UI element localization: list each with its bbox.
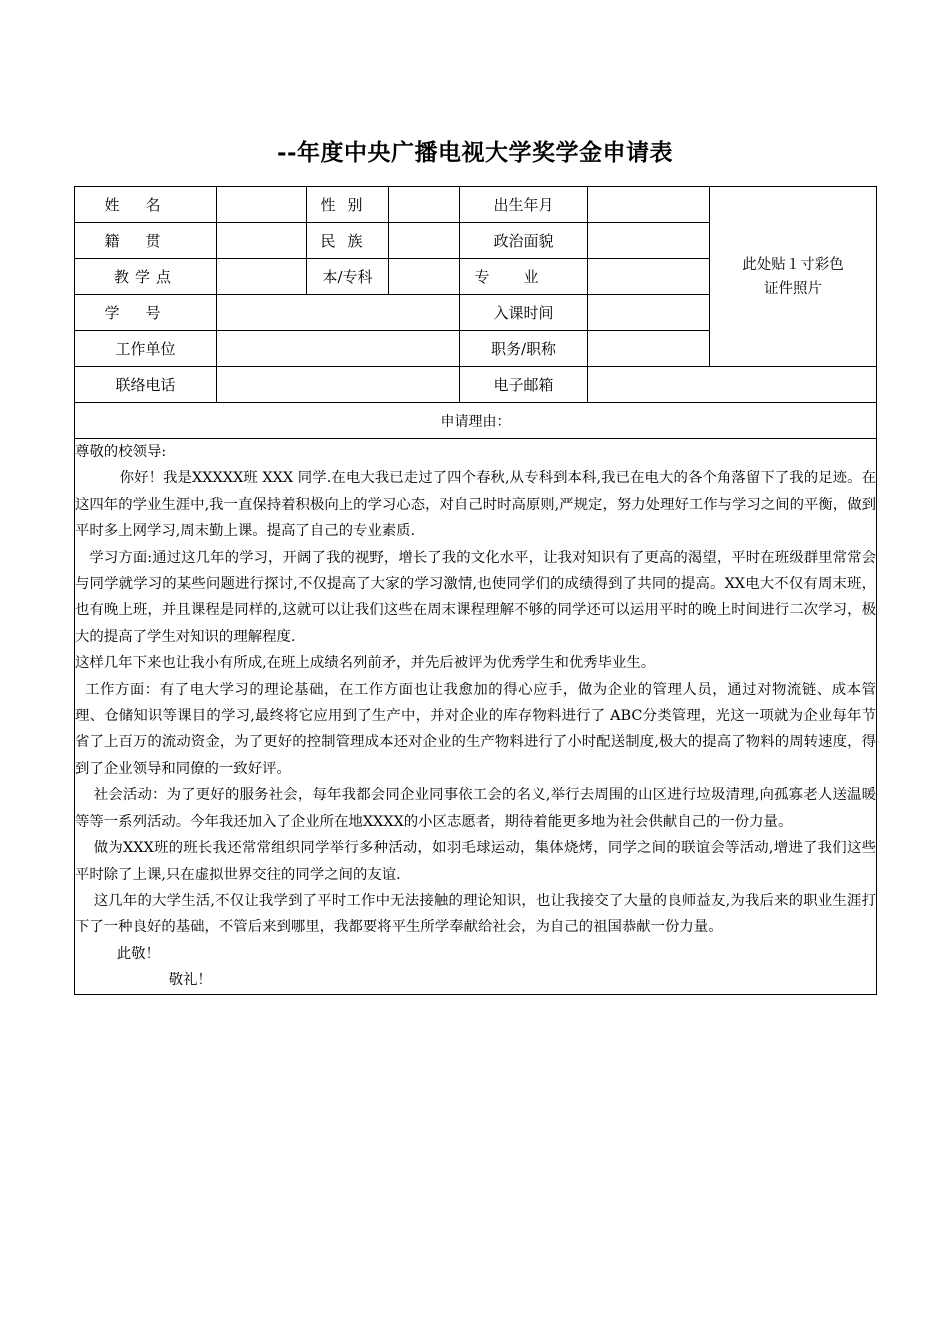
position-field[interactable]: [588, 331, 710, 367]
major-field[interactable]: [588, 259, 710, 295]
email-label: 电子邮箱: [460, 367, 588, 403]
photo-area: [710, 187, 877, 367]
letter-section: [75, 439, 877, 995]
ethnic-label: 民族: [307, 223, 389, 259]
form-title: --年度中央广播电视大学奖学金申请表: [276, 139, 674, 166]
birth-label: 出生年月: [460, 187, 588, 223]
letter-closing-2: 敬礼！: [168, 972, 212, 989]
student-id-field[interactable]: [217, 295, 460, 331]
letter-closing-1: 此敬！: [116, 945, 160, 962]
photo-hint-line2: 证件照片: [764, 280, 822, 297]
letter-paragraph: 这几年的大学生活,不仅让我学到了平时工作中无法接触的理论知识，也让我接交了大量的良师益友,为我后来的职业生涯打下了一种良好的基础，不管后来到哪里，我都要将平生所学奉献给社会，为自己的祖国恭献一份力量。: [75, 892, 876, 936]
photo-hint-line1: 此处贴１寸彩色: [742, 256, 844, 273]
enroll-label: 入课时间: [460, 295, 588, 331]
degree-field[interactable]: [389, 259, 460, 295]
political-field[interactable]: [588, 223, 710, 259]
email-field[interactable]: [588, 367, 877, 403]
phone-field[interactable]: [217, 367, 460, 403]
ethnic-field[interactable]: [389, 223, 460, 259]
origin-field[interactable]: [217, 223, 307, 259]
reason-section[interactable]: [75, 403, 877, 439]
gender-label: 性别: [307, 187, 389, 223]
letter-paragraph: 你好！我是XXXXX班 XXX 同学.在电大我已走过了四个春秋,从专科到本科,我已在电大的各个角落留下了我的足迹。在这四年的学业生涯中,我一直保持着积极向上的学习心态，对自己时时高原则,严规定，努力处理好工作与学习之间的平衡，做到平时多上网学习,周末勤上课。提高了自己的专业素质.: [75, 470, 876, 540]
political-label: 政治面貌: [460, 223, 588, 259]
employer-label: 工作单位: [75, 331, 217, 367]
letter-paragraph: 社会活动：为了更好的服务社会，每年我都会同企业同事依工会的名义,举行去周围的山区进行垃圾清理,向孤寡老人送温暖等等一系列活动。今年我还加入了企业所在地XXXX的小区志愿者，期待着能更多地为社会供献自己的一份力量。: [75, 787, 876, 830]
name-label: 姓名: [75, 187, 217, 223]
birth-field[interactable]: [588, 187, 710, 223]
letter-paragraph: 工作方面：有了电大学习的理论基础，在工作方面也让我愈加的得心应手，做为企业的管理人员，通过对物流链、成本管理、仓储知识等课目的学习,最终将它应用到了生产中，并对企业的库存物料进行了 ABC分类管理，光这一项就为企业每年节省了上百万的流动资金，为了更好的控制管理成本还对企业的生产物料进行了小时配送制度,极大的提高了物料的周转速度，得到了企业领导和同僚的一致好评。: [75, 681, 876, 777]
letter-paragraph: 学习方面:通过这几年的学习，开阔了我的视野，增长了我的文化水平，让我对知识有了更高的渴望，平时在班级群里常常会与同学就学习的某些问题进行探讨,不仅提高了大家的学习激情,也使同学们的成绩得到了共同的提高。XX电大不仅有周末班，也有晚上班，并且课程是同样的,这就可以让我们这些在周末课程理解不够的同学还可以运用平时的晚上时间进行二次学习，极大的提高了学生对知识的理解程度.: [75, 549, 876, 645]
gender-field[interactable]: [389, 187, 460, 223]
phone-label: 联络电话: [75, 367, 217, 403]
enroll-field[interactable]: [588, 295, 710, 331]
name-field[interactable]: [217, 187, 307, 223]
letter-salutation: 尊敬的校领导:: [75, 444, 167, 460]
degree-label: 本/专科: [307, 259, 389, 295]
center-label: 教学点: [75, 259, 217, 295]
application-form: [74, 186, 877, 995]
letter-paragraph: 这样几年下来也让我小有所成,在班上成绩名列前矛，并先后被评为优秀学生和优秀毕业生。: [75, 655, 656, 672]
major-label: 专业: [460, 259, 588, 295]
student-id-label: 学号: [75, 295, 217, 331]
employer-field[interactable]: [217, 331, 460, 367]
letter-paragraph: 做为XXX班的班长我还常常组织同学举行多种活动，如羽毛球运动，集体烧烤，同学之间的联谊会等活动,增进了我们这些平时除了上课,只在虚拟世界交往的同学之间的友谊.: [75, 840, 876, 883]
position-label: 职务/职称: [460, 331, 588, 367]
reason-label: 申请理由：: [440, 413, 511, 430]
origin-label: 籍贯: [75, 223, 217, 259]
center-field[interactable]: [217, 259, 307, 295]
